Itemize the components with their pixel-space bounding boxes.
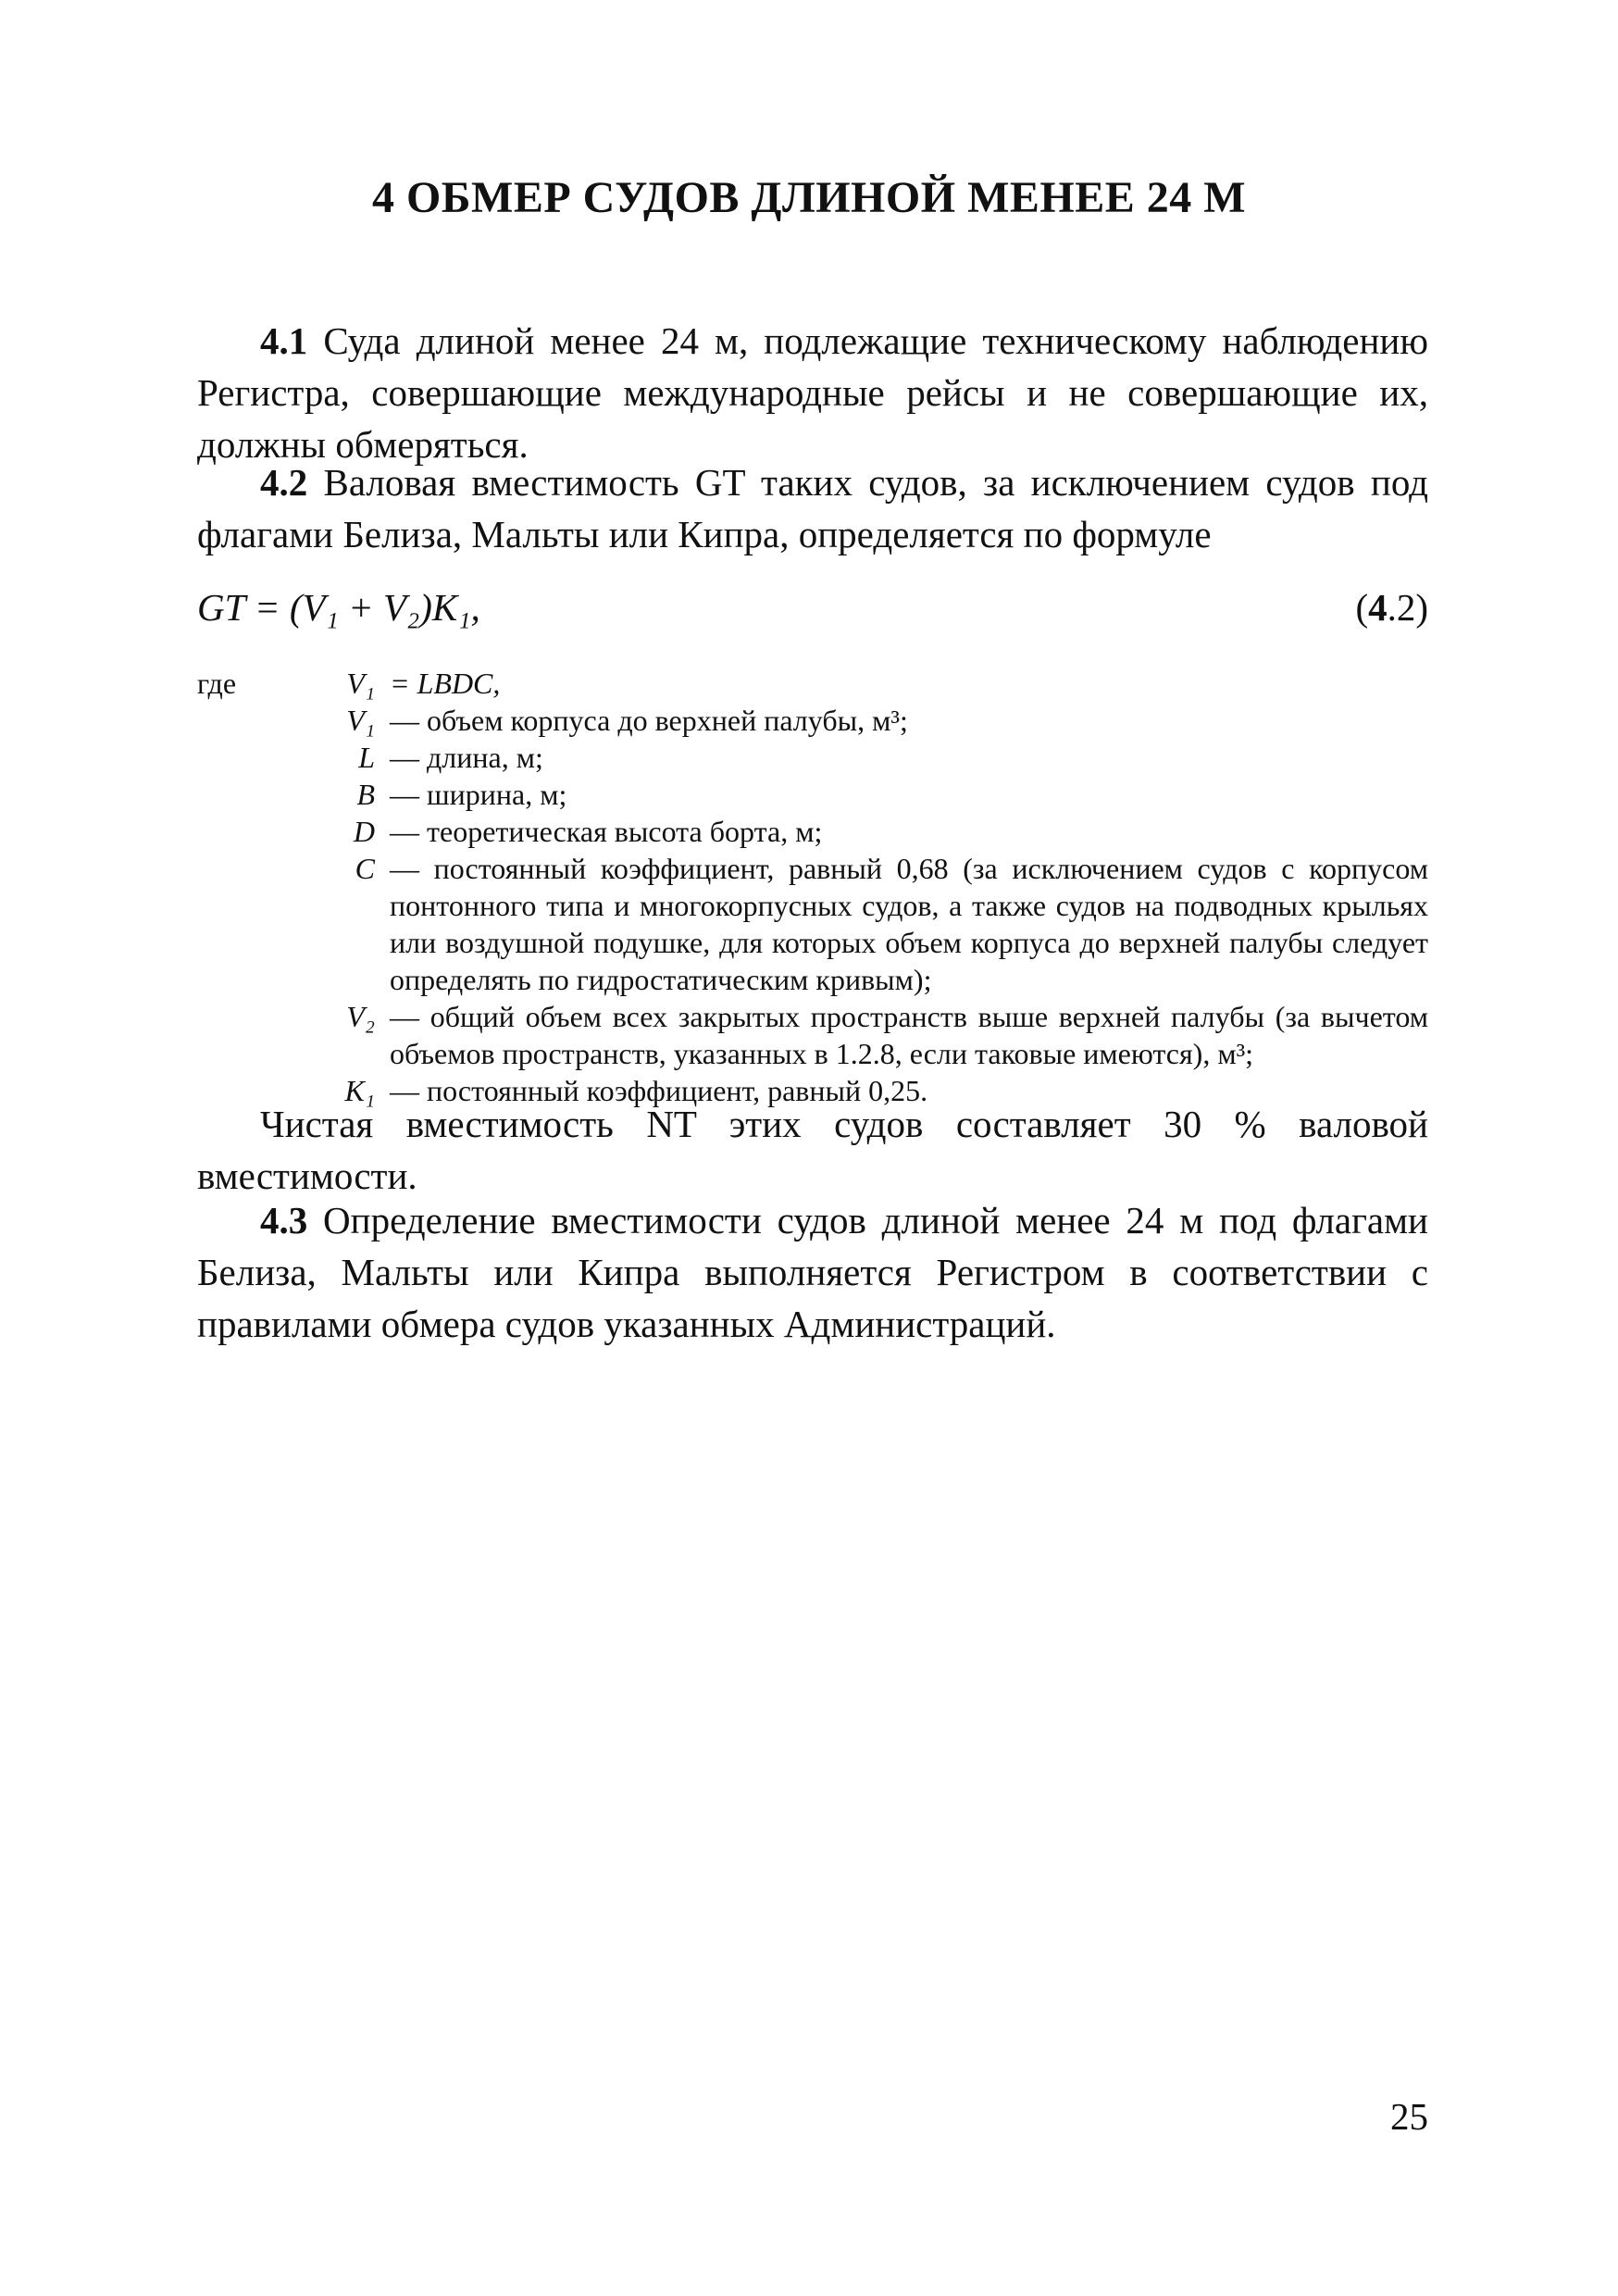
- definition-item: [197, 850, 1428, 998]
- paragraph-number: 4.1: [260, 319, 308, 362]
- definition-text: — постоянный коэффициент, равный 0,68 (за исключением судов с корпусом понтонного типа и многокорпусных судов, а также судов на подводных крыльях или воздушной подушке, для которых объем корпуса до верхней палубы следует определять по гидростатическим кривым);: [390, 852, 1428, 996]
- definitions-list: [197, 665, 1428, 1109]
- paragraph-number: 4.2: [260, 461, 308, 504]
- paragraph-text: Определение вместимости судов длиной менее 24 м под флагами Белиза, Мальты или Кипра выполняется Регистром в соответствии с правилами обмера судов указанных Администраций.: [197, 1199, 1428, 1345]
- page-number: 25: [1390, 2095, 1428, 2138]
- definition-symbol: L: [358, 741, 375, 774]
- net-tonnage-paragraph: Чистая вместимость NT этих судов составляет 30 % валовой вместимости.: [197, 1103, 1428, 1197]
- definition-text: — длина, м;: [390, 741, 543, 774]
- definition-item: [197, 776, 1428, 813]
- definition-symbol: V₂: [346, 1000, 375, 1033]
- paragraph-text: Суда длиной менее 24 м, подлежащие техническому наблюдению Регистра, совершающие международные рейсы и не совершающие их, должны обмеряться.: [197, 319, 1428, 466]
- definition-text: — объем корпуса до верхней палубы, м³;: [390, 704, 908, 737]
- definition-text: — общий объем всех закрытых пространств выше верхней палубы (за вычетом объемов пространств, указанных в 1.2.8, если таковые имеются), м³;: [390, 1000, 1428, 1070]
- formula-expression: GT = (V₁ + V₂)K₁,: [197, 586, 480, 629]
- paragraph-number: 4.3: [260, 1199, 308, 1242]
- definition-symbol: B: [356, 778, 375, 811]
- definition-item: [197, 739, 1428, 776]
- definition-symbol: C: [355, 852, 375, 885]
- definition-item: [197, 998, 1428, 1072]
- paragraph-4-3: [197, 1194, 1428, 1350]
- paragraph-4-1: [197, 315, 1428, 470]
- definition-text: — постоянный коэффициент, равный 0,25.: [390, 1074, 928, 1107]
- formula-4-2: [197, 581, 1428, 633]
- definition-symbol: V₁: [346, 667, 375, 700]
- definition-item: [197, 665, 1428, 702]
- definition-symbol: V₁: [346, 704, 375, 737]
- definition-text: — теоретическая высота борта, м;: [390, 815, 823, 848]
- definition-text: — ширина, м;: [390, 778, 567, 811]
- definition-symbol: D: [353, 815, 375, 848]
- where-label: где: [197, 667, 237, 700]
- paragraph-text: Валовая вместимость GT таких судов, за исключением судов под флагами Белиза, Мальты или Кипра, определяется по формуле: [197, 461, 1428, 555]
- section-title: 4 ОБМЕР СУДОВ ДЛИНОЙ МЕНЕЕ 24 М: [371, 173, 1247, 222]
- paragraph-4-2: [197, 456, 1428, 560]
- definition-symbol: K₁: [344, 1074, 375, 1107]
- definition-item: [197, 813, 1428, 850]
- definition-text: = LBDC,: [390, 667, 501, 700]
- equation-number: (4.2): [1355, 586, 1428, 629]
- definition-item: [197, 702, 1428, 739]
